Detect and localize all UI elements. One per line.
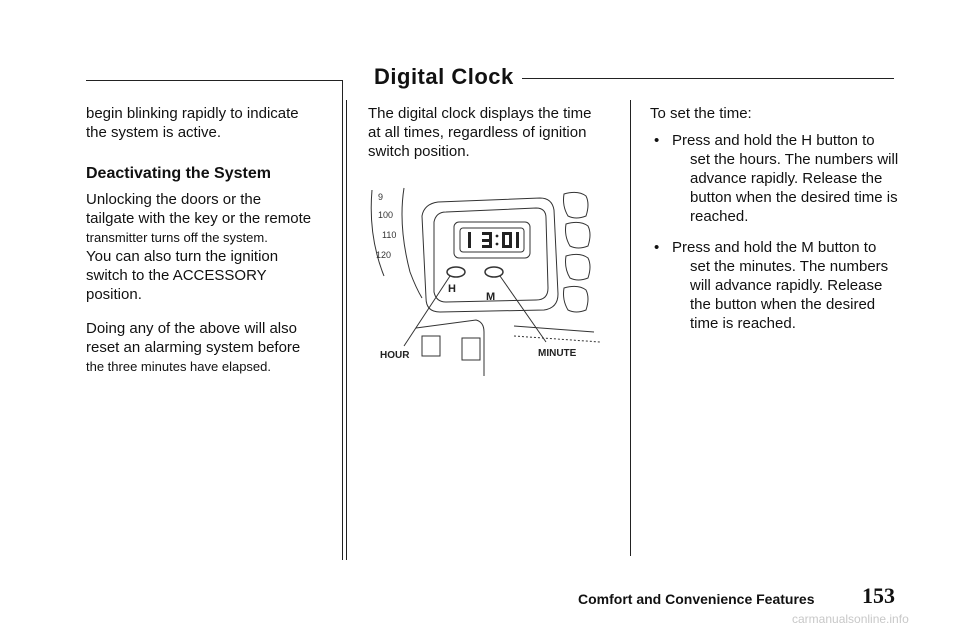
paragraph-line: the three minutes have elapsed. [86,359,272,374]
switch-icon [422,336,440,356]
vent-icon [566,254,591,280]
middle-column [368,104,624,161]
h-button-label: H [448,283,456,295]
minute-leader-line [500,276,546,342]
bullet-line: Press and hold the M button to [672,239,877,256]
dash-line [514,336,600,342]
vent-icon [564,286,589,312]
paragraph-line: You can also turn the ignition [86,248,279,265]
page-number: 153 [862,583,895,608]
bullet-line: set the hours. The numbers will [690,151,899,168]
footer-section-label: Comfort and Convenience Features [578,591,815,607]
watermark: carmanualsonline.info [792,612,909,626]
bullet-dot: • [654,132,660,149]
right-column [650,104,910,342]
intro-line: switch position. [368,143,470,160]
instruction-bullet-minutes [650,238,910,333]
column-separator-double-b [346,100,347,560]
continuation-line: the system is active. [86,124,222,141]
paragraph-line: position. [86,286,142,303]
bullet-line: reached. [690,208,749,225]
page-title: Digital Clock [370,64,518,90]
switch-icon [462,338,480,360]
column-separator-right [630,100,631,556]
bullet-line: Press and hold the H button to [672,132,875,149]
vent-icon [564,192,589,218]
clock-illustration [364,176,600,376]
vent-icon [566,222,591,248]
bullet-line: advance rapidly. Release the [690,170,883,187]
column-separator-double-a [342,80,343,560]
speed-mark: 9 [378,192,384,202]
h-button-icon [447,267,465,277]
lower-switch-panel [416,320,484,376]
paragraph-line: Doing any of the above will also [86,320,297,337]
hour-callout: HOUR [380,350,410,361]
paragraph-line: reset an alarming system before [86,339,301,356]
speed-mark: 120 [376,250,392,260]
header-rule-left [86,80,342,81]
continuation-line: begin blinking rapidly to indicate [86,105,299,122]
bullet-line: set the minutes. The numbers [690,258,889,275]
instruction-bullet-hours [650,131,910,226]
bullet-line: the button when the desired [690,296,876,313]
paragraph-line: switch to the ACCESSORY [86,267,267,284]
intro-line: at all times, regardless of ignition [368,124,587,141]
intro-line: The digital clock displays the time [368,105,592,122]
bullet-line: button when the desired time is [690,189,898,206]
paragraph-line: transmitter turns off the system. [86,230,268,245]
section-heading: Deactivating the System [86,165,271,182]
dash-line [514,326,594,332]
header-rule-right [522,78,894,79]
speed-mark: 110 [382,230,397,240]
left-column [86,104,336,376]
paragraph-line: tailgate with the key or the remote [86,210,312,227]
clock-digits [468,232,519,248]
speed-mark: 100 [378,210,394,220]
m-button-icon [485,267,503,277]
minute-callout: MINUTE [538,348,577,359]
paragraph-line: Unlocking the doors or the [86,191,262,208]
bullet-line: time is reached. [690,315,796,332]
bullet-line: will advance rapidly. Release [690,277,883,294]
bullet-dot: • [654,239,660,256]
instructions-lead: To set the time: [650,105,752,122]
dash-contour [402,188,422,298]
m-button-label: M [486,291,496,303]
